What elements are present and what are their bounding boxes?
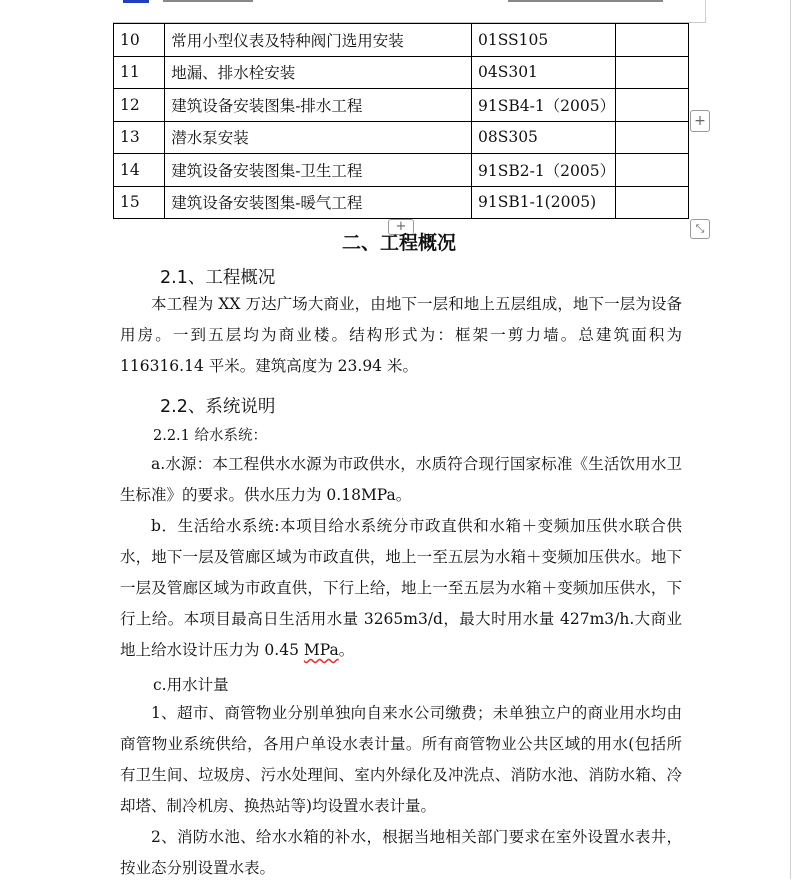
standard-name-cell: 建筑设备安装图集-暖气工程 (165, 186, 472, 219)
row-number-cell: 10 (114, 24, 165, 57)
cut-off-text-fragment (123, 0, 149, 3)
note-cell (616, 56, 689, 89)
subsection-heading-2-1: 2.1、工程概况 (160, 268, 276, 288)
row-number-cell: 15 (114, 186, 165, 219)
note-cell (616, 121, 689, 154)
cut-off-text-fragment (508, 0, 663, 2)
standard-code-cell: 04S301 (471, 56, 615, 89)
row-number-cell: 14 (114, 154, 165, 187)
table-row (114, 121, 689, 154)
standard-code-cell: 01SS105 (471, 24, 615, 57)
note-cell (616, 154, 689, 187)
paragraph-metering-item-2: 2、消防水池、给水水箱的补水，根据当地相关部门要求在室外设置水表井，按业态分别设置水表。 (120, 828, 682, 877)
table-row (114, 24, 689, 57)
subsection-heading-2-2-1: 2.2.1 给水系统： (153, 428, 268, 444)
add-row-button[interactable]: + (388, 219, 414, 235)
standard-name-cell: 地漏、排水栓安装 (165, 56, 472, 89)
row-number-cell: 11 (114, 56, 165, 89)
page-edge-divider (790, 0, 791, 879)
paragraph-water-supply-system (120, 511, 682, 666)
previous-page-fragment (113, 0, 706, 23)
note-cell (616, 24, 689, 57)
add-column-button[interactable]: + (690, 110, 710, 132)
table-row (114, 186, 689, 219)
standard-name-cell: 常用小型仪表及特种阀门选用安装 (165, 24, 472, 57)
standard-code-cell: 08S305 (471, 121, 615, 154)
paragraph-text-end: 。 (338, 641, 355, 659)
paragraph-text: b．生活给水系统:本项目给水系统分市政直供和水箱＋变频加压供水联合供水，地下一层及管廊区域为市政直供，地上一至五层为水箱＋变频加压供水。地下一层及管廊区域为市政直供，下行上给，地上一至五层为水箱＋变频加压供水，下行上给。本项目最高日生活用水量 3265m3/d，最大时用水量 427m3/h.大商业地上给水设计压力为 0.45 (120, 517, 682, 659)
section-title: 二、工程概况 (341, 232, 456, 254)
paragraph-water-source: a.水源：本工程供水水源为市政供水，水质符合现行国家标准《生活饮用水卫生标准》的要求。供水压力为 0.18MPa。 (120, 455, 682, 504)
note-cell (616, 186, 689, 219)
subsection-heading-2-2: 2.2、系统说明 (160, 397, 276, 417)
standard-name-cell: 建筑设备安装图集-排水工程 (165, 89, 472, 122)
table-row (114, 56, 689, 89)
paragraph-water-metering-heading: c.用水计量 (153, 676, 229, 694)
table-resize-handle[interactable]: ⤡ (690, 219, 710, 239)
standard-code-cell: 91SB1-1(2005) (471, 186, 615, 219)
table-row (114, 154, 689, 187)
row-number-cell: 12 (114, 89, 165, 122)
standard-name-cell: 潜水泵安装 (165, 121, 472, 154)
standard-code-cell: 91SB2-1（2005） (471, 154, 615, 187)
row-number-cell: 13 (114, 121, 165, 154)
table-row (114, 89, 689, 122)
paragraph-metering-item-1: 1、超市、商管物业分别单独向自来水公司缴费；未单独立户的商业用水均由商管物业系统供给，各用户单设水表计量。所有商管物业公共区域的用水(包括所有卫生间、垃圾房、污水处理间、室内外绿化及冲洗点、消防水池、消防水箱、冷却塔、制冷机房、换热站等)均设置水表计量。 (120, 704, 682, 815)
spellcheck-flagged-word: MPa (303, 641, 339, 659)
cut-off-text-fragment (163, 0, 253, 2)
standard-code-cell: 91SB4-1（2005） (471, 89, 615, 122)
standard-name-cell: 建筑设备安装图集-卫生工程 (165, 154, 472, 187)
note-cell (616, 89, 689, 122)
paragraph-project-overview: 本工程为 XX 万达广场大商业，由地下一层和地上五层组成，地下一层为设备用房。一到五层均为商业楼。结构形式为：框架一剪力墙。总建筑面积为 116316.14 平米。建筑高度为 23.94 米。 (120, 295, 682, 375)
reference-standards-table (113, 23, 689, 219)
